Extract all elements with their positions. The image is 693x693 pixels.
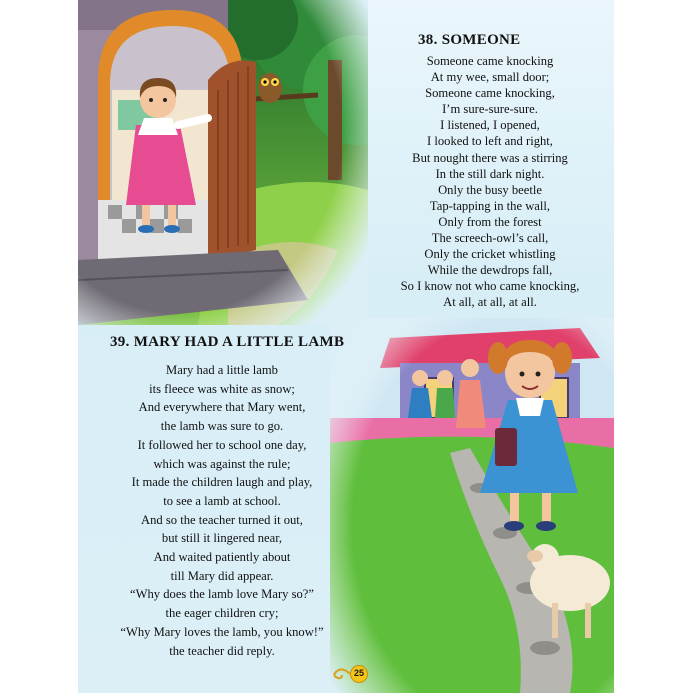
poem-line: till Mary did appear. [170, 568, 274, 583]
poem-line: At my wee, small door; [430, 70, 550, 85]
poem-line: I looked to left and right, [427, 134, 553, 149]
poem-line: to see a lamb at school. [163, 493, 281, 508]
poem-line: “Why does the lamb love Mary so?” [130, 587, 314, 602]
poem-line: And so the teacher turned it out, [141, 512, 303, 527]
poem-body-mary [92, 361, 352, 660]
page-number-badge: 25 [350, 665, 368, 683]
poem-line: So I know not who came knocking, [400, 279, 580, 294]
poem-line: the eager children cry; [165, 606, 279, 621]
poem-line: the teacher did reply. [169, 643, 275, 658]
poem-line: It made the children laugh and play, [131, 475, 313, 490]
swirl-ornament-icon [330, 664, 352, 684]
poem-body-someone [360, 53, 614, 311]
poem-line: While the dewdrops fall, [427, 263, 553, 278]
poem-line: I listened, I opened, [440, 118, 540, 133]
poem-title-mary: 39. MARY HAD A LITTLE LAMB [110, 334, 345, 350]
poem-line: It followed her to school one day, [137, 437, 307, 452]
poem-line: but still it lingered near, [161, 531, 283, 546]
poem-line: And everywhere that Mary went, [138, 400, 306, 415]
someone-illustration [78, 0, 368, 325]
poem-line: Mary had a little lamb [166, 363, 278, 377]
poem-line: which was against the rule; [153, 456, 291, 471]
book-page [78, 0, 614, 693]
mary-illustration [330, 318, 614, 693]
poem-line: I’m sure-sure-sure. [442, 102, 538, 117]
school-scene-svg [330, 318, 614, 693]
poem-line: At all, at all, at all. [443, 295, 537, 310]
poem-line: But nought there was a stirring [412, 150, 568, 165]
poem-line: Someone came knocking [426, 54, 554, 68]
poem-line: Only from the forest [438, 214, 542, 229]
poem-line: The screech-owl’s call, [431, 231, 549, 246]
poem-line: Only the cricket whistling [424, 247, 556, 262]
poem-line: In the still dark night. [435, 166, 545, 181]
poem-line: Only the busy beetle [438, 182, 542, 197]
poem-line: Someone came knocking, [425, 86, 555, 101]
door-scene-svg [78, 0, 368, 325]
poem-line: its fleece was white as snow; [149, 381, 295, 396]
poem-line: And waited patiently about [153, 550, 291, 565]
poem-title-someone: 38. SOMEONE [418, 32, 521, 48]
poem-line: “Why Mary loves the lamb, you know!” [120, 624, 324, 639]
poem-line: Tap-tapping in the wall, [429, 198, 551, 213]
poem-line: the lamb was sure to go. [160, 419, 284, 434]
